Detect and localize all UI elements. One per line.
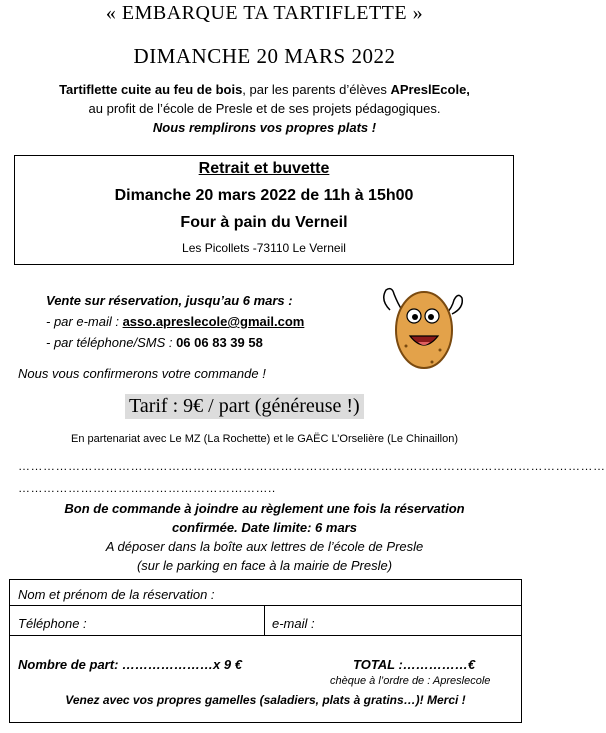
intro-line-2: au profit de l’école de Presle et de ses projets pédagogiques. xyxy=(88,101,441,116)
order-line-2: confirmée. Date limite: 6 mars xyxy=(172,520,357,535)
reservation-email-line xyxy=(46,311,304,332)
flyer-date: DIMANCHE 20 MARS 2022 xyxy=(133,44,396,68)
pickup-heading: Retrait et buvette xyxy=(198,160,330,177)
reservation-info xyxy=(46,290,304,353)
intro-bold: Tartiflette cuite au feu de bois xyxy=(59,82,243,97)
order-line-1: Bon de commande à joindre au règlement une fois la réservation xyxy=(64,501,465,516)
dotted-line-2: …………………………………………………….. xyxy=(18,481,276,495)
email-field-label: e-mail : xyxy=(272,616,315,631)
pickup-place: Four à pain du Verneil xyxy=(180,214,348,231)
intro-text xyxy=(0,80,529,137)
reservation-phone-line xyxy=(46,332,304,353)
form-divider xyxy=(264,606,265,635)
phone-label: - par téléphone/SMS : xyxy=(46,335,177,350)
parts-field[interactable]: Nombre de part: …………………x 9 € xyxy=(18,657,242,672)
intro-line-1 xyxy=(0,80,529,99)
phone-field-label: Téléphone : xyxy=(18,616,87,631)
pickup-box xyxy=(14,155,514,265)
intro-line-3: Nous remplirons vos propres plats ! xyxy=(152,120,377,135)
form-row-name[interactable] xyxy=(10,580,521,606)
potato-mascot-icon xyxy=(372,280,472,375)
email-link[interactable]: asso.apreslecole@gmail.com xyxy=(122,314,305,329)
order-instructions xyxy=(0,499,529,575)
gamelles-note: Venez avec vos propres gamelles (saladiers, plats à gratins…)! Merci ! xyxy=(65,693,466,707)
dotted-line-1: …………………………………………………………………………………………………………………………… xyxy=(18,459,606,473)
intro-org: APreslEcole, xyxy=(390,82,470,97)
email-label: - par e-mail : xyxy=(46,314,123,329)
order-form xyxy=(9,579,522,723)
confirm-text: Nous vous confirmerons votre commande ! xyxy=(18,366,266,381)
cheque-note: chèque à l’ordre de : Apreslecole xyxy=(330,675,491,687)
phone-number: 06 06 83 39 58 xyxy=(176,335,263,350)
reservation-heading: Vente sur réservation, jusqu’au 6 mars : xyxy=(46,293,293,308)
order-line-3: A déposer dans la boîte aux lettres de l’école de Presle xyxy=(105,539,424,554)
order-line-4: (sur le parking en face à la mairie de Presle) xyxy=(136,558,393,573)
tarif-banner: Tarif : 9€ / part (généreuse !) xyxy=(125,394,364,419)
partners-text: En partenariat avec Le MZ (La Rochette) et le GAËC L’Orselière (Le Chinaillon) xyxy=(70,433,458,445)
pickup-address: Les Picollets -73110 Le Verneil xyxy=(182,241,346,255)
form-row-contact xyxy=(10,606,521,636)
pickup-datetime: Dimanche 20 mars 2022 de 11h à 15h00 xyxy=(114,187,414,204)
total-field[interactable]: TOTAL :……………€ xyxy=(353,657,476,672)
flyer-title: « EMBARQUE TA TARTIFLETTE » xyxy=(105,2,424,24)
name-field-label: Nom et prénom de la réservation : xyxy=(18,587,215,602)
intro-normal: , par les parents d’élèves xyxy=(242,82,391,97)
